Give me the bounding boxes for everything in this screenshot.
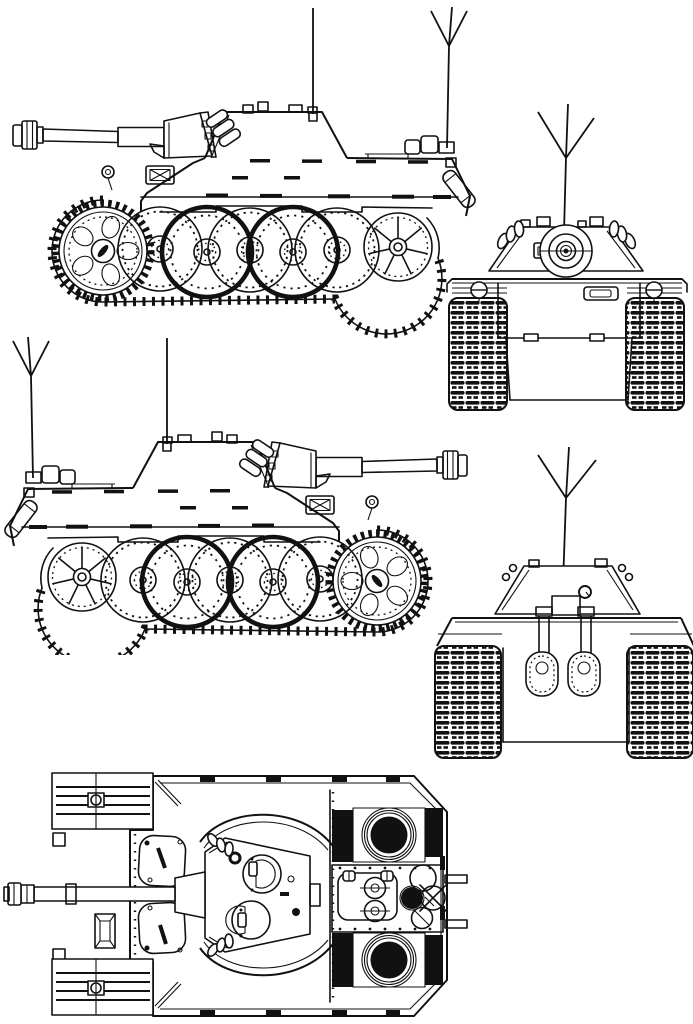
track-left — [435, 646, 501, 758]
cooling-fan-top — [362, 808, 416, 862]
hull-vent-box — [95, 914, 115, 948]
top-view — [0, 752, 500, 1024]
side-view-gun-left — [13, 7, 477, 334]
star-antenna — [538, 104, 594, 232]
rear-view — [430, 430, 693, 762]
turret-front — [489, 217, 643, 277]
fender-front-left — [52, 773, 181, 829]
exhaust-stub-top — [445, 875, 467, 883]
exhaust-right — [568, 607, 600, 696]
exhaust-stub-bottom — [445, 920, 467, 928]
cooling-fan-bottom — [362, 933, 416, 987]
track-right — [626, 298, 684, 410]
track-right — [627, 646, 693, 758]
turret-top — [205, 832, 320, 958]
front-view — [430, 100, 693, 430]
side-view-gun-right — [3, 337, 467, 655]
side-views-pair — [0, 0, 480, 655]
fender-front-right — [52, 959, 181, 1015]
gun-barrel-top — [4, 872, 205, 918]
filler-cap-cluster — [400, 865, 446, 929]
turret-rear — [495, 559, 640, 615]
commander-hatch — [243, 855, 281, 893]
exhaust-left — [526, 607, 558, 696]
star-antenna — [538, 447, 596, 585]
